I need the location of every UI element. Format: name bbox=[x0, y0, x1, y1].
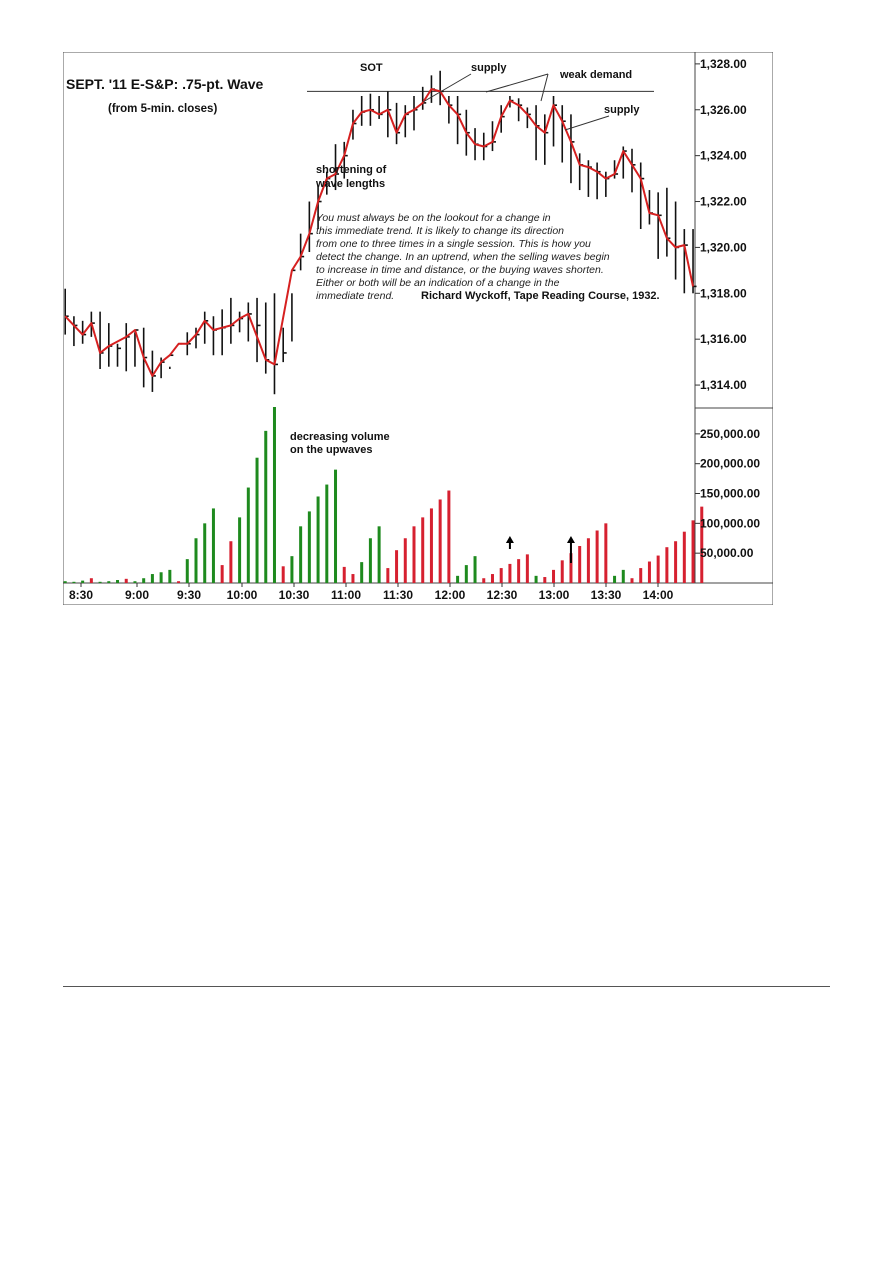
volume-bar bbox=[160, 572, 163, 583]
x-tick-label: 14:00 bbox=[642, 588, 674, 602]
x-tick-label: 9:30 bbox=[176, 588, 202, 602]
chart-title: SEPT. '11 E-S&P: .75-pt. Wave bbox=[66, 76, 264, 92]
page-divider-rule bbox=[63, 986, 830, 987]
volume-bar bbox=[203, 523, 206, 583]
quote-line: Either or both will be an indication of a change in the bbox=[316, 277, 560, 289]
annotation-decreasing-1: decreasing volume bbox=[290, 431, 390, 443]
volume-bar bbox=[133, 581, 136, 583]
quote-line: You must always be on the lookout for a change in bbox=[316, 212, 551, 224]
quote-citation: Richard Wyckoff, Tape Reading Course, 1932. bbox=[421, 290, 660, 302]
volume-bar bbox=[81, 581, 84, 583]
volume-bar bbox=[343, 567, 346, 583]
volume-bar bbox=[447, 491, 450, 583]
y-tick-label: 1,318.00 bbox=[700, 286, 747, 301]
volume-bar bbox=[142, 578, 145, 583]
volume-bar bbox=[308, 511, 311, 583]
x-tick-label: 13:00 bbox=[538, 588, 570, 602]
volume-bar bbox=[64, 581, 67, 583]
volume-bar bbox=[648, 562, 651, 583]
x-tick-label: 10:30 bbox=[278, 588, 310, 602]
volume-bar bbox=[125, 579, 128, 583]
volume-bar bbox=[264, 431, 267, 583]
quote-line: detect the change. In an uptrend, when the selling waves begin bbox=[316, 251, 610, 263]
x-tick-label: 9:00 bbox=[124, 588, 150, 602]
volume-bar bbox=[683, 532, 686, 583]
y-tick-label: 1,316.00 bbox=[700, 332, 747, 347]
annotation-supply-top: supply bbox=[471, 62, 507, 74]
volume-bar bbox=[334, 470, 337, 583]
x-tick-label: 13:30 bbox=[590, 588, 622, 602]
volume-bar bbox=[430, 508, 433, 583]
y-tick-label: 200,000.00 bbox=[700, 456, 761, 471]
chart-canvas bbox=[63, 52, 773, 605]
x-tick-label: 11:00 bbox=[330, 588, 362, 602]
volume-bar bbox=[290, 556, 293, 583]
volume-bar bbox=[526, 554, 529, 583]
quote-line: from one to three times in a single session. This is how you bbox=[316, 238, 591, 250]
volume-bar bbox=[482, 578, 485, 583]
volume-bar bbox=[657, 556, 660, 583]
volume-bar bbox=[413, 526, 416, 583]
y-tick-label: 1,320.00 bbox=[700, 240, 747, 255]
volume-bar bbox=[116, 580, 119, 583]
volume-bar bbox=[421, 517, 424, 583]
quote-line: to increase in time and distance, or the buying waves shorten. bbox=[316, 264, 604, 276]
volume-bar bbox=[578, 546, 581, 583]
volume-bar bbox=[221, 565, 224, 583]
y-tick-label: 150,000.00 bbox=[700, 486, 761, 501]
volume-bar bbox=[535, 576, 538, 583]
y-tick-label: 250,000.00 bbox=[700, 426, 761, 441]
y-tick-label: 100,000.00 bbox=[700, 516, 761, 531]
volume-bar bbox=[282, 566, 285, 583]
x-tick-label: 8:30 bbox=[68, 588, 94, 602]
volume-bar bbox=[247, 488, 250, 583]
volume-bar bbox=[238, 517, 241, 583]
volume-bar bbox=[665, 547, 668, 583]
x-tick-label: 10:00 bbox=[226, 588, 258, 602]
volume-bar bbox=[317, 496, 320, 583]
y-tick-label: 1,328.00 bbox=[700, 56, 747, 71]
volume-bar bbox=[596, 530, 599, 583]
volume-bar bbox=[72, 582, 75, 583]
volume-bar bbox=[674, 541, 677, 583]
volume-bar bbox=[404, 538, 407, 583]
volume-bar bbox=[474, 556, 477, 583]
volume-bar bbox=[491, 574, 494, 583]
y-tick-label: 50,000.00 bbox=[700, 546, 754, 561]
y-tick-label: 1,314.00 bbox=[700, 378, 747, 393]
y-tick-label: 1,324.00 bbox=[700, 148, 747, 163]
volume-bar bbox=[692, 520, 695, 583]
chart-subtitle: (from 5-min. closes) bbox=[108, 103, 218, 115]
volume-bar bbox=[299, 526, 302, 583]
x-tick-label: 11:30 bbox=[382, 588, 414, 602]
annotation-supply-right: supply bbox=[604, 104, 640, 116]
volume-bar bbox=[561, 560, 564, 583]
volume-bar bbox=[325, 485, 328, 583]
volume-bar bbox=[439, 499, 442, 583]
volume-bar bbox=[151, 574, 154, 583]
volume-bar bbox=[500, 568, 503, 583]
volume-bar bbox=[360, 562, 363, 583]
volume-bar bbox=[90, 578, 93, 583]
volume-bar bbox=[395, 550, 398, 583]
volume-bar bbox=[229, 541, 232, 583]
chart-border bbox=[63, 52, 773, 605]
volume-bar bbox=[351, 574, 354, 583]
volume-bar bbox=[107, 581, 110, 583]
volume-bar bbox=[631, 578, 634, 583]
volume-bar bbox=[622, 570, 625, 583]
volume-bar bbox=[386, 568, 389, 583]
volume-bar bbox=[273, 407, 276, 583]
volume-bar bbox=[613, 576, 616, 583]
annotation-decreasing-2: on the upwaves bbox=[290, 444, 373, 456]
volume-bar bbox=[587, 538, 590, 583]
annotation-weak-demand: weak demand bbox=[560, 69, 633, 81]
volume-bar bbox=[517, 559, 520, 583]
annotation-shortening-1: shortening of bbox=[316, 164, 387, 176]
volume-bar bbox=[378, 526, 381, 583]
volume-bar bbox=[604, 523, 607, 583]
y-tick-label: 1,322.00 bbox=[700, 194, 747, 209]
quote-line: immediate trend. bbox=[316, 290, 395, 302]
annotation-shortening-2: wave lengths bbox=[316, 178, 386, 190]
volume-bar bbox=[508, 564, 511, 583]
volume-bar bbox=[369, 538, 372, 583]
volume-bar bbox=[99, 582, 102, 583]
volume-bar bbox=[256, 458, 259, 583]
volume-bar bbox=[552, 570, 555, 583]
volume-bar bbox=[465, 565, 468, 583]
y-tick-label: 1,326.00 bbox=[700, 102, 747, 117]
volume-bar bbox=[186, 559, 189, 583]
volume-bar bbox=[456, 576, 459, 583]
wave-chart bbox=[63, 52, 773, 605]
quote-line: this immediate trend. It is likely to change its direction bbox=[316, 225, 565, 237]
x-tick-label: 12:30 bbox=[486, 588, 518, 602]
annotation-sot: SOT bbox=[360, 62, 383, 74]
x-tick-label: 12:00 bbox=[434, 588, 466, 602]
volume-bar bbox=[177, 581, 180, 583]
volume-bar bbox=[195, 538, 198, 583]
volume-bar bbox=[212, 508, 215, 583]
volume-bar bbox=[543, 577, 546, 583]
volume-bar bbox=[168, 570, 171, 583]
volume-bar bbox=[639, 568, 642, 583]
